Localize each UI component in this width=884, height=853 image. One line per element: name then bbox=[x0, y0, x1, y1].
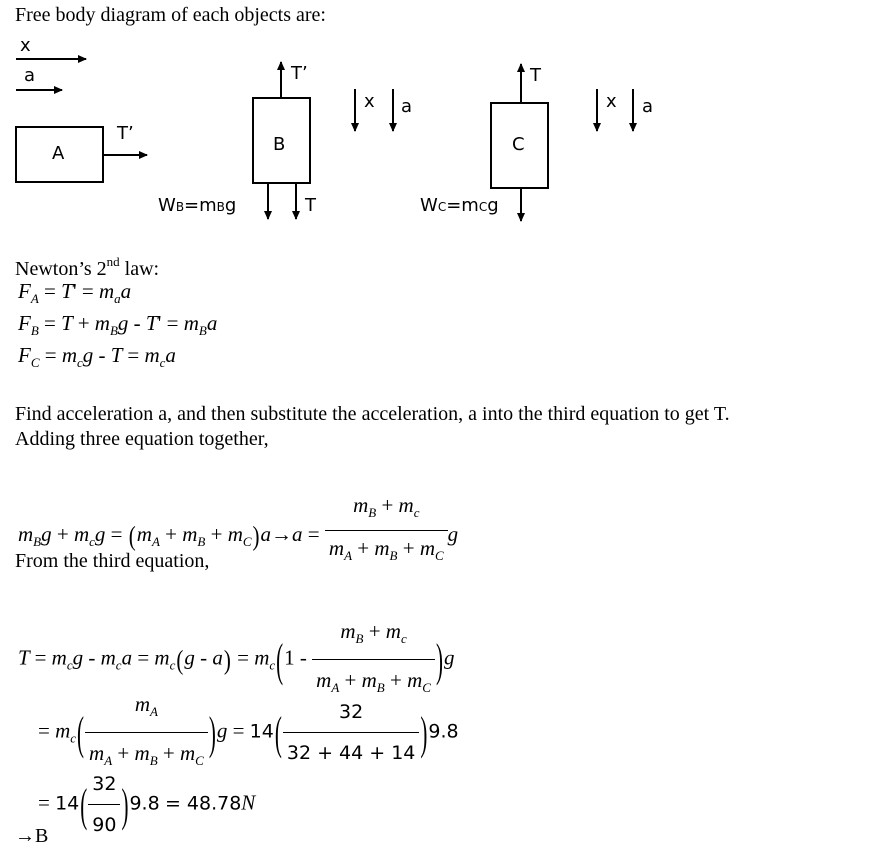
answer: →B bbox=[15, 825, 49, 847]
substitution-equation: = $m_c$( $\frac{m_A}{m_A + m_B + m_C}$ )g = 14( $\frac{32}{32 + 44 + 14}$ )9.8 bbox=[38, 684, 459, 781]
axis-a-label: a bbox=[24, 65, 36, 86]
final-result: = 14( $\frac{32}{90}$ )9.8 = 48.78N bbox=[38, 764, 255, 845]
tension-a-label: T’ bbox=[117, 123, 134, 144]
equation-c: $F_C = m_cg - T = m_ca$ bbox=[18, 343, 176, 370]
tension-c-label: T bbox=[530, 65, 541, 86]
instruction-line-3: From the third equation, bbox=[15, 550, 210, 572]
a-dir-label-b: a bbox=[401, 96, 413, 117]
tension-b-down-label: T bbox=[305, 195, 316, 216]
box-a-label: A bbox=[52, 143, 65, 164]
x-dir-label-c: x bbox=[606, 91, 617, 112]
box-c-label: C bbox=[512, 134, 525, 155]
arrow-icon: → bbox=[15, 825, 35, 847]
newton-heading: Newton’s 2nd law: bbox=[15, 254, 160, 280]
axis-x-label: x bbox=[20, 35, 31, 56]
summed-equation: $m_Bg + m_cg = (m_A + m_B + m_C)a\to a$ = $\frac{m_B + m_c}{m_A + m_B + m_C}$ g bbox=[18, 488, 458, 573]
x-dir-label-b: x bbox=[364, 91, 375, 112]
tension-b-up-label: T’ bbox=[291, 63, 308, 84]
instruction-line-2: Adding three equation together, bbox=[15, 428, 269, 450]
weight-b-label: WB=mBg bbox=[158, 195, 237, 216]
box-b-label: B bbox=[273, 134, 286, 155]
instruction-line-1: Find acceleration a, and then substitute the acceleration, a into the third equation to get T. bbox=[15, 403, 730, 425]
equation-b: $F_B = T + m_Bg - T' = m_Ba$ bbox=[18, 311, 218, 338]
a-dir-label-c: a bbox=[642, 96, 654, 117]
heading: Free body diagram of each objects are: bbox=[15, 4, 326, 26]
weight-c-label: WC=mCg bbox=[420, 195, 499, 216]
tension-equation: $T = m_cg - m_ca = m_c(g - a) = m_c(1$ - $\frac{m_B + m_c}{m_A + m_B + m_C}$ )g bbox=[18, 611, 454, 708]
equation-a: $F_A = T' = m_aa$ bbox=[18, 279, 132, 306]
